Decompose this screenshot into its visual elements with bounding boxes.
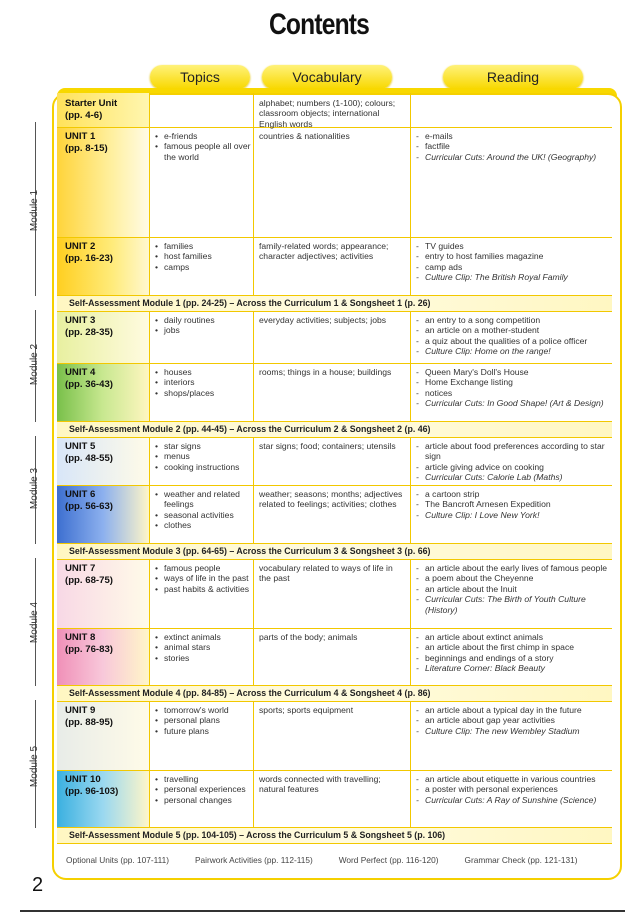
topics-cell: • weather and related feelings • seasonal activities • clothes <box>155 489 251 531</box>
unit-2-label: UNIT 2 (pp. 16-23) <box>65 241 113 264</box>
footer-pairwork: Pairwork Activities (pp. 112-115) <box>195 855 313 865</box>
footer-grammar-check: Grammar Check (pp. 121-131) <box>464 855 578 865</box>
vocabulary-cell: star signs; food; containers; utensils <box>259 441 396 451</box>
vocabulary-cell: alphabet; numbers (1-100); colours; classroom objects; international English words <box>259 98 396 129</box>
reading-cell: - an article about extinct animals - an article about the first chimp in space - beginnings and endings of a story - Literature Corner: Black Beauty <box>416 632 612 674</box>
topics-cell: • star signs • menus • cooking instructions <box>155 441 251 472</box>
unit-6-label: UNIT 6 (pp. 56-63) <box>65 489 113 512</box>
topics-cell: • e-friends • famous people all over the world <box>155 131 251 162</box>
vocabulary-cell: everyday activities; subjects; jobs <box>259 315 387 325</box>
module-2-label: Module 2 <box>29 343 41 385</box>
topics-cell: • tomorrow's world • personal plans • future plans <box>155 705 251 736</box>
reading-cell: - e-mails - factfile - Curricular Cuts: Around the UK! (Geography) <box>416 131 612 162</box>
unit-9-label: UNIT 9 (pp. 88-95) <box>65 705 113 728</box>
self-assessment-row: Self-Assessment Module 2 (pp. 44-45) – Across the Curriculum 2 & Songsheet 2 (p. 46) <box>57 422 612 437</box>
unit-7-label: UNIT 7 (pp. 68-75) <box>65 563 113 586</box>
topics-cell: • famous people • ways of life in the past • past habits & activities <box>155 563 251 594</box>
topics-cell: • daily routines • jobs <box>155 315 251 336</box>
self-assessment-row: Self-Assessment Module 3 (pp. 64-65) – Across the Curriculum 3 & Songsheet 3 (p. 66) <box>57 544 612 559</box>
reading-cell: - a cartoon strip - The Bancroft Arnesen Expedition - Culture Clip: I Love New York! <box>416 489 612 520</box>
reading-cell: - Queen Mary's Doll's House - Home Exchange listing - notices - Curricular Cuts: In Good Shape! (Art & Design) <box>416 367 612 409</box>
reading-cell: - article about food preferences according to star sign - article giving advice on cooking - Curricular Cuts: Calorie Lab (Maths) <box>416 441 612 483</box>
bottom-rule <box>20 910 625 912</box>
reading-cell: - an article about etiquette in various countries - a poster with personal experiences - Curricular Cuts: A Ray of Sunshine (Science) <box>416 774 612 805</box>
unit-8-label: UNIT 8 (pp. 76-83) <box>65 632 113 655</box>
vocabulary-cell: parts of the body; animals <box>259 632 358 642</box>
module-4-label: Module 4 <box>29 601 41 643</box>
vocabulary-cell: words connected with travelling; natural features <box>259 774 381 795</box>
unit-3-label: UNIT 3 (pp. 28-35) <box>65 315 113 338</box>
unit-4-label: UNIT 4 (pp. 36-43) <box>65 367 113 390</box>
unit-5-label: UNIT 5 (pp. 48-55) <box>65 441 113 464</box>
footer-optional-units: Optional Units (pp. 107-111) <box>66 855 169 865</box>
reading-cell: - TV guides - entry to host families magazine - camp ads - Culture Clip: The British Royal Family <box>416 241 612 283</box>
page-title: Contents <box>268 8 370 41</box>
topics-cell: • houses • interiors • shops/places <box>155 367 251 398</box>
vocabulary-cell: countries & nationalities <box>259 131 350 141</box>
unit-10-label: UNIT 10 (pp. 96-103) <box>65 774 119 797</box>
vocabulary-cell: rooms; things in a house; buildings <box>259 367 392 377</box>
reading-cell: - an article about a typical day in the future - an article about gap year activities - Culture Clip: The new Wembley Stadium <box>416 705 612 736</box>
module-3-label: Module 3 <box>29 467 41 509</box>
module-1-label: Module 1 <box>29 189 41 231</box>
header-vocabulary: Vocabulary <box>262 65 392 89</box>
vocabulary-cell: family-related words; appearance; character adjectives; activities <box>259 241 389 262</box>
vocabulary-cell: vocabulary related to ways of life in the past <box>259 563 393 584</box>
reading-cell: - an entry to a song competition - an article on a mother-student - a quiz about the qualities of a police officer - Culture Clip: Home on the range! <box>416 315 612 357</box>
reading-cell: - an article about the early lives of famous people - a poem about the Cheyenne - an article about the Inuit - Curricular Cuts: The Birth of Youth Culture (History) <box>416 563 612 615</box>
page-number: 2 <box>32 874 44 896</box>
self-assessment-row: Self-Assessment Module 1 (pp. 24-25) – Across the Curriculum 1 & Songsheet 1 (p. 26) <box>57 296 612 311</box>
module-5-label: Module 5 <box>29 745 41 787</box>
header-reading: Reading <box>443 65 583 89</box>
vocabulary-cell: sports; sports equipment <box>259 705 354 715</box>
topics-cell: • families • host families • camps <box>155 241 251 272</box>
header-topics: Topics <box>150 65 250 89</box>
vocabulary-cell: weather; seasons; months; adjectives related to feelings; activities; clothes <box>259 489 403 510</box>
self-assessment-row: Self-Assessment Module 5 (pp. 104-105) – Across the Curriculum 5 & Songsheet 5 (p. 106) <box>57 828 612 843</box>
topics-cell: • travelling • personal experiences • personal changes <box>155 774 251 805</box>
unit-1-label: UNIT 1 (pp. 8-15) <box>65 131 108 154</box>
self-assessment-row: Self-Assessment Module 4 (pp. 84-85) – Across the Curriculum 4 & Songsheet 4 (p. 86) <box>57 686 612 701</box>
unit-starter-label: Starter Unit (pp. 4-6) <box>65 98 118 121</box>
footer-word-perfect: Word Perfect (pp. 116-120) <box>338 855 439 865</box>
topics-cell: • extinct animals • animal stars • stories <box>155 632 251 663</box>
footer-links <box>60 855 610 865</box>
